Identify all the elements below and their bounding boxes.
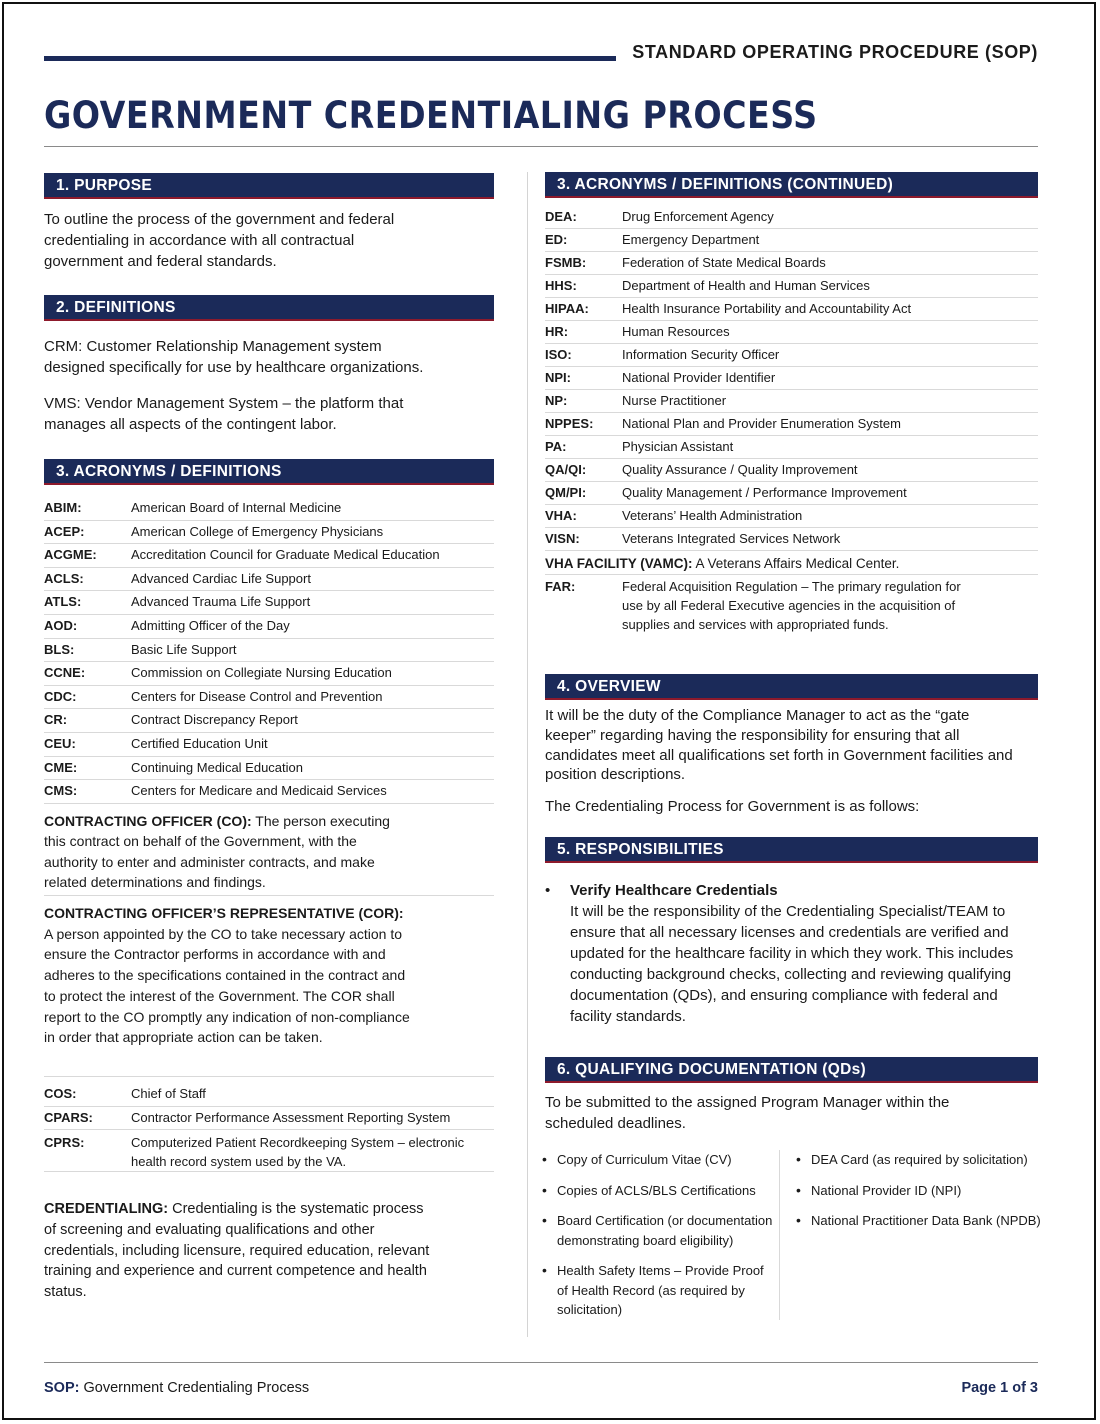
acronym-term: CCNE: — [44, 665, 86, 681]
acronym-definition: Quality Assurance / Quality Improvement — [622, 462, 858, 477]
overview-process-intro: The Credentialing Process for Government is as follows: — [545, 798, 920, 815]
responsibility-title: Verify Healthcare Credentials — [570, 882, 778, 899]
definition-term: VMS — [44, 395, 77, 412]
qd-list-item: • Copy of Curriculum Vitae (CV) — [542, 1150, 774, 1170]
acronym-term: QM/PI: — [545, 485, 587, 500]
acronym-term: ISO: — [545, 347, 572, 362]
responsibility-text: It will be the responsibility of the Credentialing Specialist/TEAM to ensure that all necessary licenses and credentials are verified and updated for the healthcare facility in which they work. This includes conducting background checks, collecting and reviewing qualifying documentation (QDs), and ensuring compliance with federal and facility standards. — [570, 903, 1014, 1025]
acronym-definition: Continuing Medical Education — [131, 759, 303, 775]
definition-far — [545, 578, 1038, 634]
definition-term: FAR: — [545, 579, 576, 594]
qd-list-item: • Copies of ACLS/BLS Certifications — [542, 1181, 774, 1201]
purpose-text: To outline the process of the government and federal credentialing in accordance with all contractual government and federal standards. — [44, 211, 395, 270]
qds-intro: To be submitted to the assigned Program Manager within the scheduled deadlines. — [545, 1094, 950, 1132]
row-divider — [44, 895, 494, 896]
acronym-definition: Advanced Trauma Life Support — [131, 594, 311, 610]
acronym-term: HHS: — [545, 278, 577, 293]
acronym-definition: Computerized Patient Recordkeeping System – electronic health record system used by the VA. — [131, 1135, 465, 1170]
acronym-definition: Basic Life Support — [131, 641, 237, 657]
acronym-term: AOD: — [44, 617, 78, 633]
acronym-definition: National Provider Identifier — [622, 370, 776, 385]
acronym-row — [545, 206, 1038, 229]
definition-vms — [44, 393, 444, 435]
definition-desc: : Customer Relationship Management system designed specifically for use by healthcare organizations. — [44, 338, 424, 376]
qd-list-item: • National Provider ID (NPI) — [796, 1181, 1046, 1201]
acronym-row — [44, 521, 494, 545]
acronym-row — [44, 1130, 494, 1172]
acronym-row — [44, 497, 494, 521]
acronym-definition: National Plan and Provider Enumeration System — [622, 416, 901, 431]
acronym-term: ACLS: — [44, 570, 84, 586]
section-heading-definitions: 2. DEFINITIONS — [44, 295, 494, 321]
acronym-term: NPI: — [545, 370, 571, 385]
acronym-row — [545, 528, 1038, 551]
acronym-row — [44, 615, 494, 639]
acronym-definition: Commission on Collegiate Nursing Education — [131, 665, 392, 681]
title-divider — [44, 146, 1038, 147]
acronym-row — [545, 459, 1038, 482]
footer-sop-title: Government Credentialing Process — [79, 1380, 310, 1396]
section-heading-responsibilities: 5. RESPONSIBILITIES — [545, 837, 1038, 863]
acronym-term: COS: — [44, 1086, 77, 1101]
acronym-row — [545, 367, 1038, 390]
acronym-term: ED: — [545, 232, 568, 247]
acronym-definition: Contractor Performance Assessment Reporting System — [131, 1109, 451, 1125]
footer-divider — [44, 1362, 1038, 1363]
definition-term: CONTRACTING OFFICER (CO): — [44, 813, 252, 829]
header-accent-bar — [44, 56, 616, 61]
acronym-definition: Chief of Staff — [131, 1086, 206, 1101]
definition-desc: A Veterans Affairs Medical Center. — [695, 556, 900, 571]
qd-list-item: • Health Safety Items – Provide Proof of Health Record (as required by solicitation) — [542, 1261, 774, 1320]
acronym-row — [44, 709, 494, 733]
acronym-definition: American Board of Internal Medicine — [131, 500, 342, 515]
acronym-row — [545, 252, 1038, 275]
definition-term: CREDENTIALING: — [44, 1201, 169, 1217]
column-divider — [527, 172, 528, 1337]
bullet-icon: • — [545, 882, 551, 899]
acronym-row — [44, 780, 494, 804]
acronym-row — [545, 390, 1038, 413]
definition-crm — [44, 336, 444, 378]
acronym-term: HIPAA: — [545, 301, 589, 316]
acronym-row — [44, 733, 494, 757]
acronym-row — [44, 591, 494, 615]
acronym-definition: Advanced Cardiac Life Support — [131, 570, 311, 586]
acronym-term: FSMB: — [545, 255, 587, 270]
definition-credentialing — [44, 1199, 436, 1303]
definition-cor — [44, 903, 416, 1048]
acronym-definition: Nurse Practitioner — [622, 393, 727, 408]
acronym-term: ATLS: — [44, 594, 82, 610]
acronym-list-2 — [44, 1083, 494, 1172]
acronym-row — [545, 298, 1038, 321]
document-type-label: STANDARD OPERATING PROCEDURE (SOP) — [632, 42, 1038, 62]
acronym-definition: Drug Enforcement Agency — [622, 209, 774, 224]
definition-desc: : Vendor Management System – the platform that manages all aspects of the contingent labor. — [44, 395, 404, 433]
acronym-definition: Veterans Integrated Services Network — [622, 531, 841, 546]
acronym-definition: Centers for Medicare and Medicaid Services — [131, 783, 387, 799]
acronym-row — [44, 1107, 494, 1131]
acronym-term: CR: — [44, 712, 68, 728]
acronym-row — [545, 413, 1038, 436]
definition-vha-facility — [545, 553, 1038, 574]
qd-list-item: • National Practitioner Data Bank (NPDB) — [796, 1211, 1046, 1231]
acronym-row — [545, 321, 1038, 344]
acronym-definition: American College of Emergency Physicians — [131, 523, 384, 539]
acronym-term: ACEP: — [44, 523, 85, 539]
acronym-term: VHA: — [545, 508, 577, 523]
acronym-row — [545, 505, 1038, 528]
definition-desc: Federal Acquisition Regulation – The primary regulation for use by all Federal Executive agencies in the acquisition of supplies and services with appropriated funds. — [622, 579, 961, 632]
acronym-definition: Contract Discrepancy Report — [131, 712, 298, 728]
acronym-definition: Health Insurance Portability and Accountability Act — [622, 301, 912, 316]
acronym-term: CPARS: — [44, 1109, 93, 1125]
acronym-term: QA/QI: — [545, 462, 587, 477]
page-number: Page 1 of 3 — [961, 1380, 1038, 1396]
page-title: GOVERNMENT CREDENTIALING PROCESS — [44, 94, 818, 137]
acronym-definition: Department of Health and Human Services — [622, 278, 870, 293]
acronym-row — [545, 229, 1038, 252]
acronym-row — [44, 1083, 494, 1107]
acronym-term: HR: — [545, 324, 569, 339]
section-heading-purpose: 1. PURPOSE — [44, 173, 494, 199]
section-heading-acronyms: 3. ACRONYMS / DEFINITIONS — [44, 459, 494, 485]
acronym-definition: Accreditation Council for Graduate Medical Education — [131, 547, 440, 563]
acronym-term: CME: — [44, 759, 78, 775]
definition-desc: The person executing this contract on behalf of the Government, with the authority to enter and administer contracts, and make related determinations and findings. — [44, 813, 390, 890]
acronym-row — [545, 344, 1038, 367]
acronym-term: VISN: — [545, 531, 580, 546]
acronym-row — [44, 568, 494, 592]
footer-document-title — [44, 1380, 309, 1396]
acronym-definition: Federation of State Medical Boards — [622, 255, 826, 270]
acronym-row — [545, 436, 1038, 459]
definition-term: CONTRACTING OFFICER’S REPRESENTATIVE (COR): — [44, 905, 404, 921]
qds-list-2 — [796, 1150, 1046, 1242]
acronym-term: CDC: — [44, 688, 77, 704]
acronym-term: BLS: — [44, 641, 75, 657]
section-heading-overview: 4. OVERVIEW — [545, 674, 1038, 700]
acronym-term: DEA: — [545, 209, 577, 224]
definition-desc: Credentialing is the systematic process of screening and evaluating qualifications and other credentials, including licensure, required education, relevant training and experience and current competence and health status. — [44, 1201, 430, 1301]
definition-term: VHA FACILITY (VAMC): — [545, 556, 693, 571]
acronym-row — [545, 482, 1038, 505]
acronym-definition: Certified Education Unit — [131, 735, 268, 751]
section-heading-acronyms-continued: 3. ACRONYMS / DEFINITIONS (CONTINUED) — [545, 172, 1038, 198]
row-divider — [545, 574, 1038, 575]
acronym-row — [44, 686, 494, 710]
definition-term: CRM — [44, 338, 79, 355]
footer-sop-prefix: SOP: — [44, 1380, 80, 1396]
acronym-term: CPRS: — [44, 1135, 85, 1151]
acronym-definition: Veterans’ Health Administration — [622, 508, 803, 523]
acronym-term: ACGME: — [44, 547, 97, 563]
qd-list-item: • DEA Card (as required by solicitation) — [796, 1150, 1046, 1170]
acronym-definition: Information Security Officer — [622, 347, 780, 362]
section-heading-qds: 6. QUALIFYING DOCUMENTATION (QDs) — [545, 1057, 1038, 1083]
acronym-term: CMS: — [44, 783, 78, 799]
acronym-term: PA: — [545, 439, 567, 454]
acronym-definition: Emergency Department — [622, 232, 760, 247]
definition-contracting-officer — [44, 811, 414, 892]
acronym-term: NP: — [545, 393, 568, 408]
responsibility-item — [545, 880, 1025, 1027]
qd-list-item: • Board Certification (or documentation demonstrating board eligibility) — [542, 1211, 774, 1250]
acronym-term: CEU: — [44, 735, 76, 751]
acronym-row — [545, 275, 1038, 298]
acronym-term: NPPES: — [545, 416, 594, 431]
definition-desc: A person appointed by the CO to take necessary action to ensure the Contractor performs in accordance with and adheres to the specifications contained in the contract and to protect the interest of the Government. The COR shall report to the CO promptly any indication of non-compliance in order that appropriate action can be taken. — [44, 925, 410, 1046]
acronym-list-continued — [545, 206, 1038, 551]
qds-column-divider — [779, 1150, 780, 1320]
acronym-row — [44, 639, 494, 663]
acronym-definition: Quality Management / Performance Improvement — [622, 485, 907, 500]
row-divider — [44, 1076, 494, 1077]
acronym-term: ABIM: — [44, 500, 82, 515]
acronym-definition: Physician Assistant — [622, 439, 734, 454]
qds-list-1 — [542, 1150, 774, 1331]
acronym-definition: Admitting Officer of the Day — [131, 617, 290, 633]
acronym-definition: Human Resources — [622, 324, 730, 339]
acronym-list — [44, 497, 494, 804]
overview-text: It will be the duty of the Compliance Manager to act as the “gate keeper” regarding having the responsibility for ensuring that all candidates meet all qualifications set forth in Government facilities and position descriptions. — [545, 707, 1013, 784]
acronym-row — [44, 662, 494, 686]
acronym-row — [44, 757, 494, 781]
acronym-definition: Centers for Disease Control and Prevention — [131, 688, 383, 704]
acronym-row — [44, 544, 494, 568]
